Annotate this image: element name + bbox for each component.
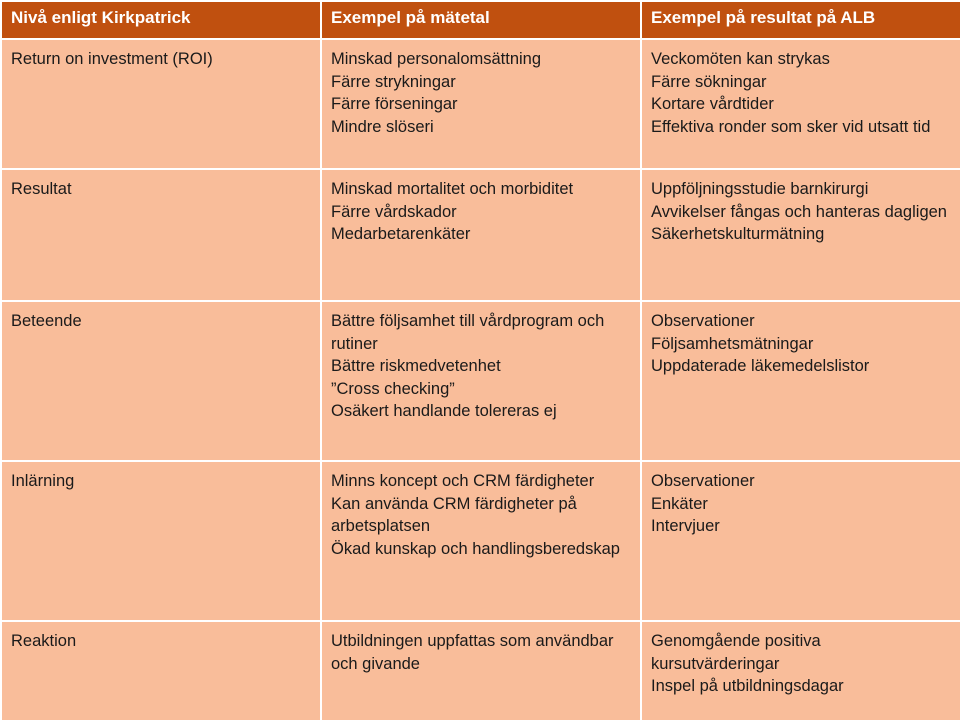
result-item: Kortare vårdtider	[651, 95, 774, 113]
level-cell	[1, 621, 321, 721]
result-item: Genomgående positiva kursutvärderingar	[651, 632, 821, 673]
header-level: Nivå enligt Kirkpatrick	[1, 1, 321, 39]
level-cell	[1, 39, 321, 169]
results-cell	[641, 301, 960, 461]
results-cell	[641, 621, 960, 721]
metric-item: ”Cross checking”	[331, 379, 455, 398]
metric-item: Bättre riskmedvetenhet	[331, 357, 501, 375]
metric-item: Ökad kunskap och handlingsberedskap	[331, 539, 620, 558]
metric-item: Kan använda CRM färdigheter på arbetsplatsen	[331, 494, 577, 535]
result-item: Följsamhetsmätningar	[651, 334, 814, 353]
metrics-cell	[321, 461, 641, 621]
level-text: Beteende	[11, 312, 82, 330]
metric-item: Osäkert handlande tolereras ej	[331, 402, 557, 420]
result-item: Uppdaterade läkemedelslistor	[651, 357, 870, 375]
level-cell	[1, 461, 321, 621]
metric-item: Färre vårdskador	[331, 202, 457, 221]
table-row	[1, 461, 960, 621]
metric-item: Minns koncept och CRM färdigheter	[331, 472, 595, 490]
table-row	[1, 169, 960, 301]
metric-item: Färre förseningar	[331, 95, 458, 113]
result-item: Veckomöten kan strykas	[651, 50, 830, 68]
table-row	[1, 301, 960, 461]
result-item: Inspel på utbildningsdagar	[651, 677, 844, 695]
metrics-cell	[321, 169, 641, 301]
result-item: Uppföljningsstudie barnkirurgi	[651, 180, 869, 198]
metrics-cell	[321, 301, 641, 461]
result-item: Enkäter	[651, 494, 708, 513]
metric-item: Medarbetarenkäter	[331, 225, 471, 243]
metrics-cell	[321, 39, 641, 169]
result-item: Avvikelser fångas och hanteras dagligen	[651, 202, 947, 221]
result-item: Intervjuer	[651, 517, 720, 535]
results-cell	[641, 169, 960, 301]
result-item: Effektiva ronder som sker vid utsatt tid	[651, 117, 931, 136]
level-text: Reaktion	[11, 632, 77, 650]
metric-item: Bättre följsamhet till vårdprogram och rutiner	[331, 312, 605, 353]
level-text: Inlärning	[11, 472, 75, 490]
metric-item: Minskad mortalitet och morbiditet	[331, 180, 574, 198]
metric-item: Färre strykningar	[331, 72, 456, 91]
metric-item: Minskad personalomsättning	[331, 50, 542, 68]
metrics-cell	[321, 621, 641, 721]
result-item: Observationer	[651, 472, 755, 490]
results-cell	[641, 461, 960, 621]
header-results: Exempel på resultat på ALB	[641, 1, 960, 39]
metric-item: Mindre slöseri	[331, 117, 434, 136]
header-metrics: Exempel på mätetal	[321, 1, 641, 39]
level-text: Return on investment (ROI)	[11, 50, 213, 68]
header-row	[1, 1, 960, 39]
level-cell	[1, 301, 321, 461]
level-text: Resultat	[11, 180, 72, 198]
results-cell	[641, 39, 960, 169]
result-item: Observationer	[651, 312, 755, 330]
level-cell	[1, 169, 321, 301]
table-row	[1, 39, 960, 169]
table-row	[1, 621, 960, 721]
result-item: Färre sökningar	[651, 72, 767, 91]
metric-item: Utbildningen uppfattas som användbar och givande	[331, 632, 614, 673]
result-item: Säkerhetskulturmätning	[651, 225, 825, 243]
